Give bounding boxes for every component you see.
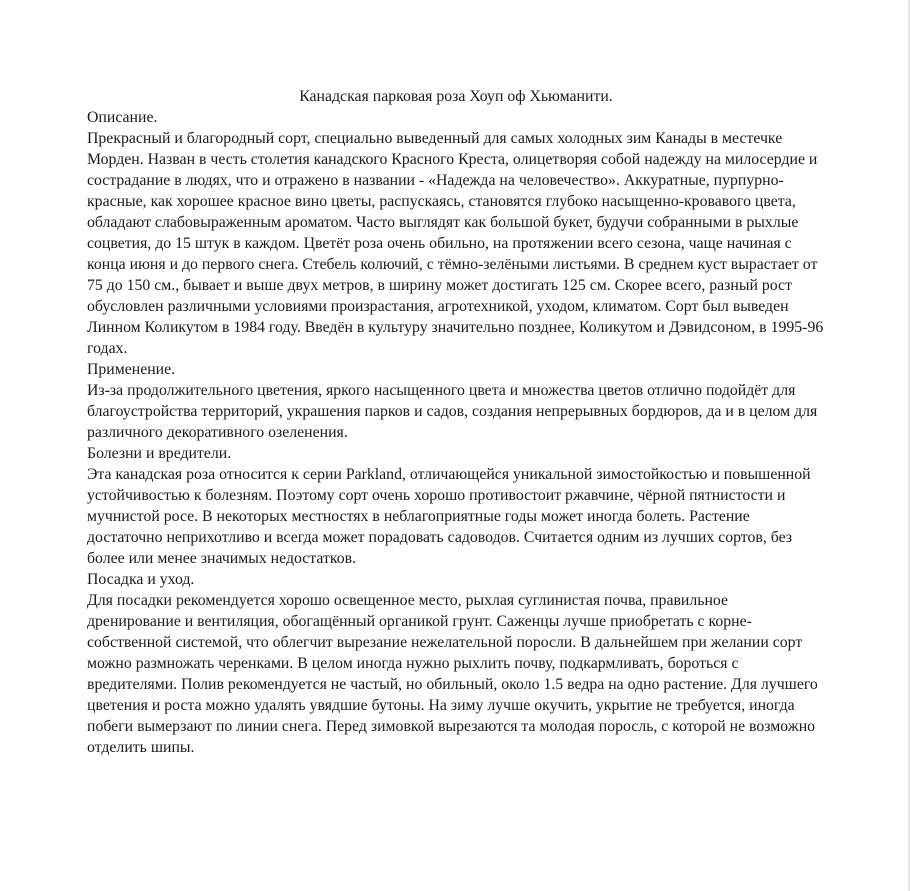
section-text-planting: Для посадки рекомендуется хорошо освещенное место, рыхлая суглинистая почва, правильное дренирование и вентиляция, обогащённый органикой грунт. Саженцы лучше приобретать с корне-собственной системой, что облегчит вырезание нежелательной поросли. В дальнейшем при желании сорт можно размножать черенками. В целом иногда нужно рыхлить почву, подкармливать, бороться с вредителями. Полив рекомендуется не частый, но обильный, около 1.5 ведра на одно растение. Для лучшего цветения и роста можно удалять увядшие бутоны. На зиму лучше окучить, укрытие не требуется, иногда побеги вымерзают по линии снега. Перед зимовкой вырезаются та молодая поросль, с которой не возможно отделить шипы. <box>87 592 818 756</box>
section-text-description: Прекрасный и благородный сорт, специально выведенный для самых холодных зим Канады в местечке Морден. Назван в честь столетия канадского Красного Креста, олицетворяя собой надежду на милосердие и сострадание в людях, что и отражено в названии - «Надежда на человечество». Аккуратные, пурпурно-красные, как хорошее красное вино цветы, распускаясь, становятся глубоко насыщенно-кровавого цвета, обладают слабовыраженным ароматом. Часто выглядят как большой букет, будучи собранными в рыхлые соцветия, до 15 штук в каждом. Цветёт роза очень обильно, на протяжении всего сезона, чаще начиная с конца июня и до первого снега. Стебель колючий, с тёмно-зелёными листьями. В среднем куст вырастает от 75 до 150 см., бывает и выше двух метров, в ширину может достигать 125 см. Скорее всего, разный рост обусловлен различными условиями произрастания, агротехникой, уходом, климатом. Сорт был выведен Линном Коликутом в 1984 году. Введён в культуру значительно позднее, Коликутом и Дэвидсоном, в 1995-96 годах. <box>87 130 824 357</box>
section-heading-description: Описание. <box>87 109 158 126</box>
section-application <box>87 359 825 443</box>
section-description <box>87 107 825 359</box>
document-body <box>87 86 825 758</box>
section-text-application: Из-за продолжительного цветения, яркого насыщенного цвета и множества цветов отлично подойдёт для благоустройства территорий, украшения парков и садов, создания непрерывных бордюров, да и в целом для различного декоративного озеленения. <box>87 382 818 441</box>
section-text-diseases: Эта канадская роза относится к серии Parkland, отличающейся уникальной зимостойкостью и повышенной устойчивостью к болезням. Поэтому сорт очень хорошо противостоит ржавчине, чёрной пятнистости и мучнистой росе. В некоторых местностях в неблагоприятные годы может иногда болеть. Растение достаточно неприхотливо и всегда может порадовать садоводов. Считается одним из лучших сортов, без более или менее значимых недостатков. <box>87 466 811 567</box>
section-heading-application: Применение. <box>87 361 176 378</box>
section-heading-planting: Посадка и уход. <box>87 571 195 588</box>
document-title: Канадская парковая роза Хоуп оф Хьюманити. <box>299 88 613 105</box>
section-heading-diseases: Болезни и вредители. <box>87 445 232 462</box>
section-diseases <box>87 443 825 569</box>
section-planting <box>87 569 825 758</box>
